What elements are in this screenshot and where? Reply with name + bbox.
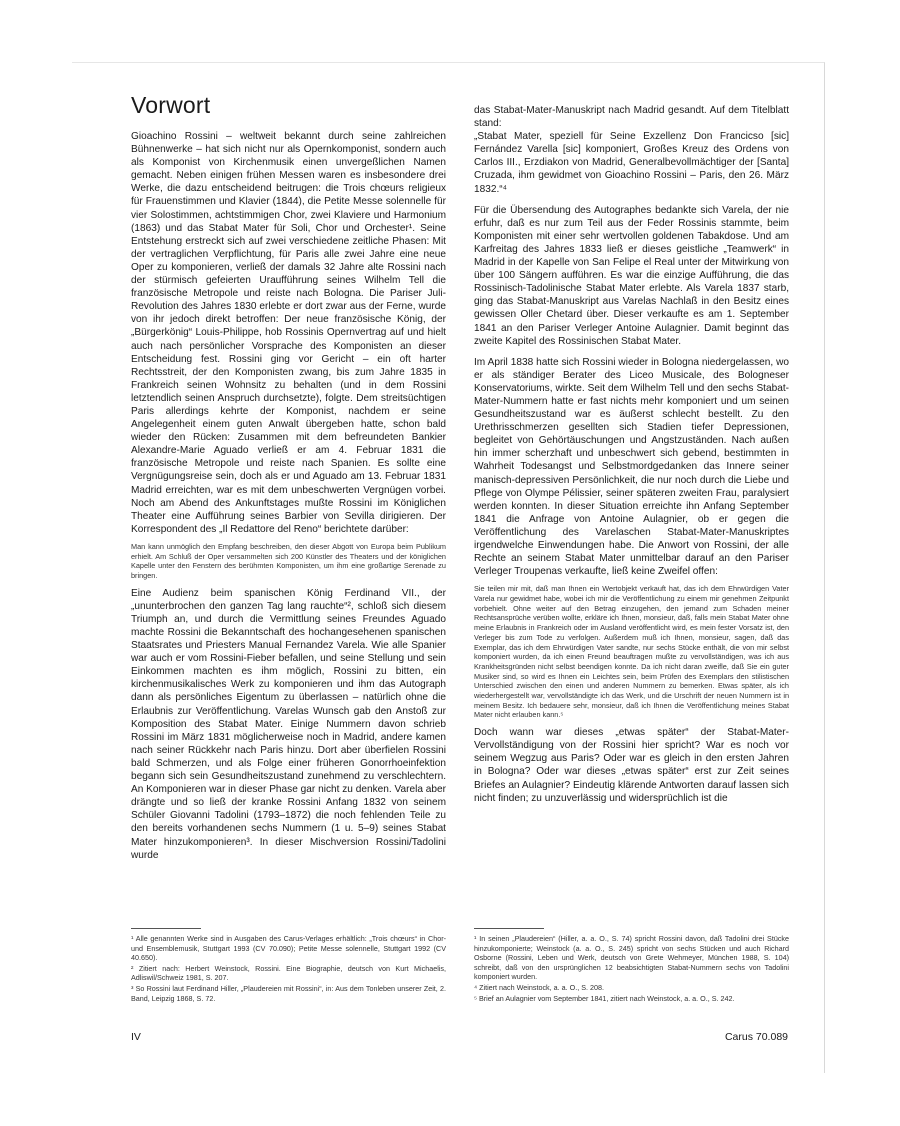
footnotes-left: [131, 928, 446, 1004]
left-column: [131, 96, 446, 868]
footnote-rule: [131, 928, 201, 929]
right-title-quote: „Stabat Mater, speziell für Seine Exzellenz Don Francicso [sic] Fernández Varella [sic] komponiert, Großes Kreuz des Ordens von Carlos III., Erzdiakon von Madrid, Generalbevollmächtiger der [Santa] Cruzada, ihm gewidmet von Gioachino Rossini – Paris, den 26. März 1832.“⁴: [474, 131, 789, 195]
right-paragraph-4: Doch wann war dieses „etwas später“ der Stabat-Mater-Vervollständigung von der Rossini hier spricht? War es noch vor seinem Wegzug aus Paris? Oder war es gleich in den ersten Jahren in Bologna? Oder war dieses „etwas später“ erst zur Zeit seines Briefes an Aulagnier? Eindeutig klärende Antworten darauf lassen sich nicht finden; zu unzuverlässig und widersprüchlich ist die: [474, 727, 789, 804]
right-paragraph-2: Für die Übersendung des Autographes bedankte sich Varela, der nie erfuhr, daß es nur zum Teil aus der Feder Rossinis stammte, beim Komponisten mit einer sehr wertvollen goldenen Tabakdose. Und am Karfreitag des Jahres 1833 ließ er dieses geistliche „Teamwerk“ in Madrid in der Kapelle von San Felipe el Real unter der Mitwirkung von über 100 Sängern aufführen. Es war die einzige Aufführung, die das Rossinisch-Tadolinische Stabat Mater erlebte. Als Varela 1837 starb, ging das Stabat-Manuskript aus Varelas Nachlaß in den Besitz eines gewissen Oller Chetard über. Dieser verkaufte es am 1. September 1841 an den Pariser Verleger Antoine Aulagnier. Damit beginnt das zweite Kapitel des Rossinischen Stabat Mater.: [474, 204, 789, 347]
left-paragraph-2: Eine Audienz beim spanischen König Ferdinand VII., der „ununterbrochen den ganzen Tag lang rauchte“², schloß sich diesem Triumph an, und durch die Vermittlung seines Freundes Aguado machte Rossini die Bekanntschaft des hochangesehenen spanischen Staatsrates und Priesters Manual Fernandez Varela. Wie alle Spanier war auch er vom Rossini-Fieber befallen, und seine Stellung und sein Einkommen machten es ihm möglich, Rossini zu bitten, ein kirchenmusikalisches Werk zu komponieren und ihm das Autograph dann als persönliches Eigentum zu überlassen – natürlich ohne die Erlaubnis zur Veröffentlichung. Varelas Wunsch gab den Anstoß zur Komposition des Stabat Mater. Einige Nummern davon schrieb Rossini im März 1831 möglicherweise noch in Madrid, andere kamen nach seiner Rückkehr nach Paris hinzu. Dort aber überfielen Rossini bald Schmerzen, und als Folge einer früheren Gonorrhoeinfektion begann sich sein Gesundheitszustand zunehmend zu verschlechtern. An Komponieren war in dieser Phase gar nicht zu denken. Varela aber drängte und so ließ der kranke Rossini Anfang 1832 von seinem Schüler Giovanni Tadolini (1793–1872) die noch fehlenden Teile zu den bereits vorhandenen sechs Nummern (1 u. 5–9) seines Stabat Mater hinzukomponieren³. In dieser Mischversion Rossini/Tadolini wurde: [131, 587, 446, 861]
left-paragraph-1: Gioachino Rossini – weltweit bekannt durch seine zahlreichen Bühnenwerke – hat sich nicht nur als Opernkomponist, sondern auch als Komponist von Kirchenmusik einen unvergeßlichen Namen gemacht. Neben einigen frühen Messen waren es insbesondere drei Werke, die dazu entscheidend beitrugen: die Trois chœurs religieux für Frauenstimmen und Klavier (1844), die Petite Messe solennelle für vier Solostimmen, achtstimmigen Chor, zwei Klaviere und Harmonium (1863) und das Stabat Mater für Soli, Chor und Orchester¹. Seine Entstehung erstreckt sich auf zwei verschiedene zeitliche Phasen: Mit der vertraglichen Verpflichtung, für Paris alle zwei Jahre eine neue Oper zu komponieren, verließ der damals 32 Jahre alte Rossini nach der stürmisch gefeierten Uraufführung seines Wilhelm Tell die französische Metropole und reiste nach Bologna. Die Pariser Juli-Revolution des Jahres 1830 erlebte er dort zwar aus der Ferne, wurde von ihr jedoch direkt betroffen: Der neue französische König, der „Bürgerkönig“ Louis-Philippe, hob Rossinis Opernvertrag auf und hielt auch nach persönlicher Vorsprache des Komponisten an dieser Entscheidung fest. Rossini ging vor Gericht – ein oft harter Rechtsstreit, der den Komponisten zwang, bis zum Jahre 1835 in Frankreich seinen Wohnsitz zu behalten (und in dem Rossini letztendlich seinen Anspruch durchsetzte), folgte. Dem streitsüchtigen Paris allerdings kehrte der Komponist, nachdem er seine Angelegenheit einem guten Anwalt übergeben hatte, schon bald wieder den Rücken: Zusammen mit dem befreundeten Bankier Alexandre-Marie Aguado verließ er am 4. Februar 1831 die französische Metropole und reiste nach Spanien. Es sollte eine Vergnügungsreise sein, doch als er und Aguado am 13. Februar 1831 Madrid erreichten, war es mit dem unbeschwerten Vergnügen vorbei. Noch am Abend des Ankunftstages mußte Rossini im Königlichen Theater eine Aufführung seines Barbier von Sevilla dirigieren. Der Korrespondent des „Il Redattore del Reno“ berichtete darüber:: [131, 131, 446, 535]
page-title: Vorwort: [131, 92, 211, 118]
page-number: IV: [131, 1031, 141, 1043]
footnote: ⁵ Brief an Aulagnier vom September 1841, zitiert nach Weinstock, a. a. O., S. 242.: [474, 993, 735, 1003]
catalog-number: Carus 70.089: [724, 1031, 788, 1043]
footnote: ¹ In seinen „Plaudereien“ (Hiller, a. a. O., S. 74) spricht Rossini davon, daß Tadolini drei Stücke hinzukomponierte; Weinstock (a. a. O., S. 245) spricht von sechs Stücken und auch Richard Osborne (Rossini, Leben und Werk, deutsch von Grete Wehmeyer, München 1988, S. 104) schreibt, daß von den ursprünglichen 12 beabsichtigten Stabat-Nummern sechs von Tadolini komponiert wurden.: [474, 934, 789, 982]
right-paragraph-1: das Stabat-Mater-Manuskript nach Madrid gesandt. Auf dem Titelblatt stand:: [474, 105, 789, 130]
footnote-rule: [474, 928, 544, 929]
left-quote: Man kann unmöglich den Empfang beschreiben, den dieser Abgott von Europa beim Publikum erhielt. Am Schluß der Oper versammelten sich 200 Künstler des Theaters und der königlichen Kapelle unter den Fenstern des berühmten Komponisten, um ihm eine großartige Serenade zu bringen.: [131, 541, 446, 581]
footnote: ⁴ Zitiert nach Weinstock, a. a. O., S. 208.: [474, 982, 604, 992]
footnote: ³ So Rossini laut Ferdinand Hiller, „Plaudereien mit Rossini“, in: Aus dem Tonleben unserer Zeit, 2. Band, Leipzig 1868, S. 72.: [131, 983, 446, 1003]
footnotes-right: [474, 928, 789, 1004]
right-column: [474, 104, 789, 811]
footnote: ¹ Alle genannten Werke sind in Ausgaben des Carus-Verlages erhältlich: „Trois chœurs“ in Chor- und Ensemblemusik, Stuttgart 1993 (CV 70.090); Petite Messe solennelle, Stuttgart 1992 (CV 40.650).: [131, 934, 446, 963]
right-letter-quote: Sie teilen mir mit, daß man Ihnen ein Wertobjekt verkauft hat, das ich dem Ehrwürdigen Vater Varela nur gewidmet habe, wobei ich mir die Veröffentlichung zu einem mir genehmen Zeitpunkt vorbehielt. Ohne weiter auf den Betrag einzugehen, den jemand zum Schaden meiner Rechtsansprüche verüben wollte, erkläre ich Ihnen, monsieur, daß, falls mein Stabat Mater ohne meine Erlaubnis in Frankreich oder im Ausland veröffentlicht wird, es mein fester Vorsatz ist, den Verleger bis zum Tode zu verfolgen. Außerdem muß ich Ihnen, monsieur, sagen, daß das Exemplar, das ich dem Ehrwürdigen Vater sandte, nur sechs Stücke enthält, die von mir selbst komponiert wurden, da ich einen Freund beauftragen mußte zu vervollständigen, was ich aus Krankheitsgründen nicht selbst beendigen konnte. Da ich nicht daran zweifle, daß Sie ein guter Musiker sind, so wird es Ihnen ein Leichtes sein, beim Prüfen des Exemplars den stilistischen Unterschied zwischen den einen und anderen Nummern zu bemerken. Etwas später, als ich wiederhergestellt war, vervollständigte ich das Werk, und die Urschrift der neuen Nummern ist in meinem Besitz. Ich bedauere sehr, monsieur, daß ich Ihnen die Veröffentlichung meines Stabat Mater nicht erlauben kann.⁵: [474, 584, 789, 720]
right-paragraph-3: Im April 1838 hatte sich Rossini wieder in Bologna niedergelassen, wo er als ständiger Berater des Liceo Musicale, des Bologneser Konservatoriums, wirkte. Seit dem Wilhelm Tell und den sechs Stabat-Mater-Nummern hatte er fast nichts mehr komponiert und um seinen Gesundheitszustand war es äußerst schlecht bestellt. Zu den Urethrisschmerzen gesellten sich Stadien tiefer Depressionen, begleitet von Gehörtäuschungen und Angstzuständen. Nach außen hin immer scherzhaft und unbeschwert sich gebend, bestimmten in Wahrheit Todesangst und Selbstmordgedanken das Innere seiner manisch-depressiven Persönlichkeit, die nur noch durch die Liebe und Pflege von Olympe Pélissier, seiner späteren zweiten Frau, paralysiert werden konnten. In dieser Situation erreichte ihn Anfang September 1841 die Anfrage von Antoine Aulagnier, ob er gegen die Veröffentlichung des Varelaschen Stabat-Mater-Manuskriptes irgendwelche Einwendungen habe. Die Anwort von Rossini, der alle Rechte an seinem Stabat Mater unmittelbar darauf an den Pariser Verleger Troupenas verkaufte, ließ keine Zweifel offen:: [474, 356, 789, 578]
footnote: ² Zitiert nach: Herbert Weinstock, Rossini. Eine Biographie, deutsch von Kurt Michaelis, Adliswil/Schweiz 1981, S. 207.: [131, 963, 446, 983]
